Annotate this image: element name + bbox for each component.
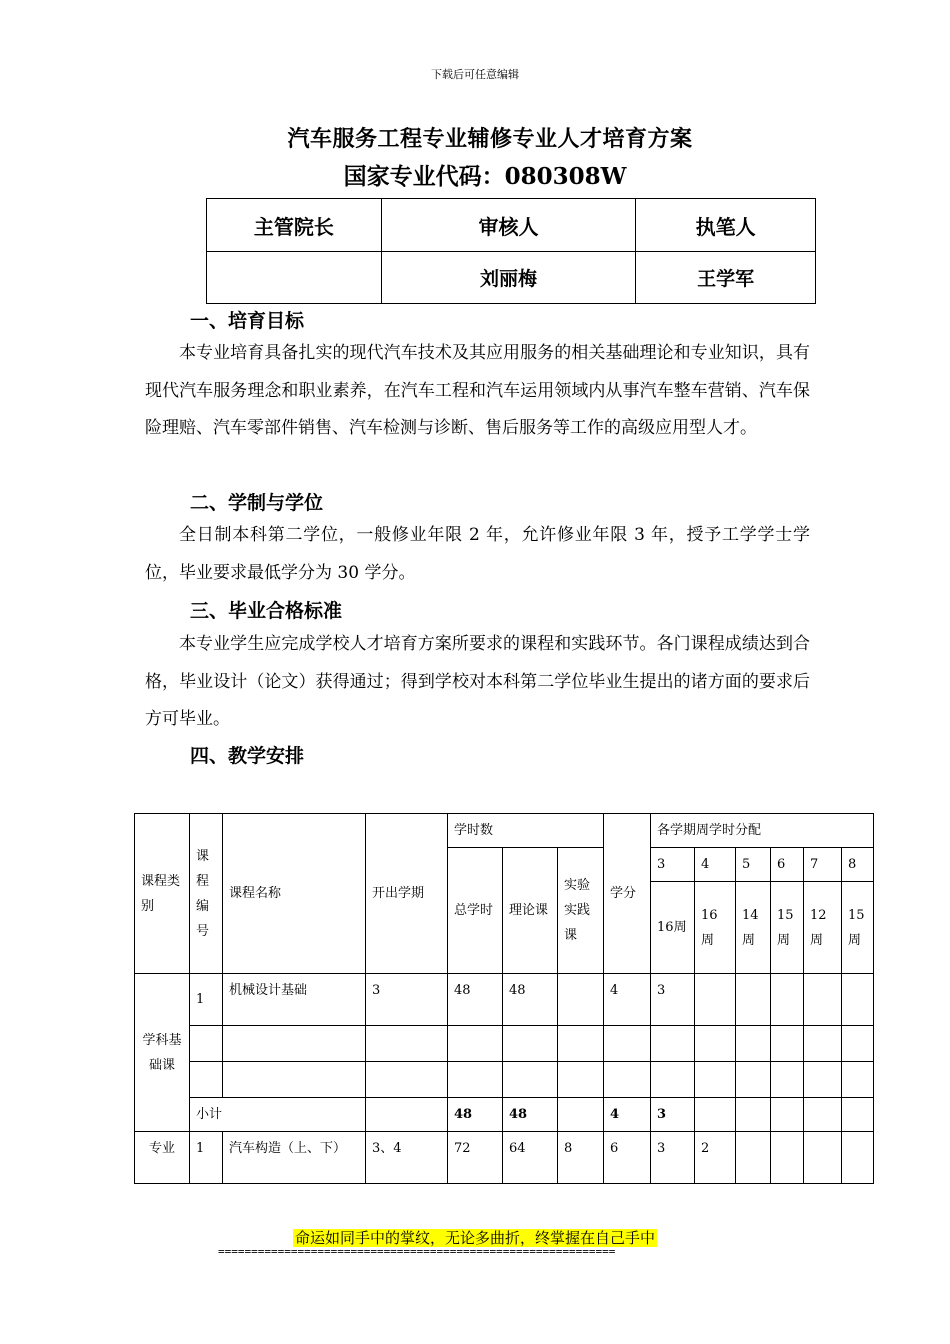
subtotal-label: 小计	[190, 1098, 366, 1132]
sign-header-dean: 主管院长	[207, 199, 382, 252]
row1-total: 48	[448, 974, 503, 1026]
section-body-2: 全日制本科第二学位，一般修业年限 2 年，允许修业年限 3 年，授予工学学士学位，毕业要求最低学分为 30 学分。	[145, 525, 810, 583]
page-title: 汽车服务工程专业辅修专业人才培育方案	[287, 126, 693, 152]
row1-name: 机械设计基础	[223, 974, 366, 1026]
row2-term: 3、4	[366, 1132, 448, 1184]
semester-3: 3	[651, 848, 695, 882]
semester-4: 4	[695, 848, 736, 882]
teaching-plan-table	[134, 813, 874, 1184]
sign-header-writer: 执笔人	[636, 199, 816, 252]
section-body-1: 本专业培育具备扎实的现代汽车技术及其应用服务的相关基础理论和专业知识，具有现代汽车服务理念和职业素养，在汽车工程和汽车运用领域内从事汽车整车营销、汽车保险理赔、汽车零部件销售、汽车检测与诊断、售后服务等工作的高级应用型人才。	[145, 343, 810, 438]
page-subtitle: 国家专业代码：080308W	[343, 163, 627, 190]
col-total-header: 总学时	[448, 848, 503, 974]
section-body-3: 本专业学生应完成学校人才培育方案所要求的课程和实践环节。各门课程成绩达到合格，毕业设计（论文）获得通过；得到学校对本科第二学位毕业生提出的诸方面的要求后方可毕业。	[145, 634, 810, 729]
section-heading-1: 一、培育目标	[190, 310, 305, 332]
section-heading-3: 三、毕业合格标准	[190, 600, 343, 622]
row2-code: 1	[190, 1132, 223, 1184]
row1-lab	[558, 974, 604, 1026]
row2-s4: 2	[695, 1132, 736, 1184]
group-category-basic: 学科基础课	[135, 974, 190, 1132]
section-heading-2: 二、学制与学位	[190, 492, 324, 514]
col-term-header: 开出学期	[366, 814, 448, 974]
weeks-8: 15周	[842, 882, 874, 974]
group-category-major: 专业	[135, 1132, 190, 1184]
row1-credit: 4	[604, 974, 651, 1026]
subtotal-theory: 48	[503, 1098, 558, 1132]
weeks-4: 16周	[695, 882, 736, 974]
col-category-header: 课程类别	[135, 814, 190, 974]
sign-value-writer: 王学军	[636, 252, 816, 304]
col-dist-group-header: 各学期周学时分配	[651, 814, 874, 848]
row2-total: 72	[448, 1132, 503, 1184]
row1-s3: 3	[651, 974, 695, 1026]
section-heading-4: 四、教学安排	[190, 745, 305, 767]
row2-name: 汽车构造（上、下）	[223, 1132, 366, 1184]
col-lab-header: 实验实践课	[558, 848, 604, 974]
sign-value-reviewer: 刘丽梅	[381, 252, 636, 304]
row2-credit: 6	[604, 1132, 651, 1184]
footer-quote: 命运如同手中的掌纹，无论多曲折，终掌握在自己手中	[294, 1229, 655, 1247]
row2-lab: 8	[558, 1132, 604, 1184]
weeks-3: 16周	[651, 882, 695, 974]
semester-5: 5	[736, 848, 771, 882]
sign-table	[206, 198, 816, 304]
sign-value-dean	[207, 252, 382, 304]
semester-7: 7	[804, 848, 842, 882]
weeks-7: 12周	[804, 882, 842, 974]
col-code-header: 课程编号	[190, 814, 223, 974]
row2-s3: 3	[651, 1132, 695, 1184]
subtotal-s3: 3	[651, 1098, 695, 1132]
weeks-6: 15周	[771, 882, 804, 974]
sign-header-reviewer: 审核人	[381, 199, 636, 252]
col-hours-group-header: 学时数	[448, 814, 604, 848]
footer-rule: ============================================================	[218, 1245, 616, 1258]
col-theory-header: 理论课	[503, 848, 558, 974]
subtotal-total: 48	[448, 1098, 503, 1132]
row1-term: 3	[366, 974, 448, 1026]
subtotal-credit: 4	[604, 1098, 651, 1132]
row1-theory: 48	[503, 974, 558, 1026]
semester-8: 8	[842, 848, 874, 882]
row2-theory: 64	[503, 1132, 558, 1184]
header-note: 下载后可任意编辑	[431, 68, 519, 81]
row1-code: 1	[190, 974, 223, 1026]
col-name-header: 课程名称	[223, 814, 366, 974]
col-credit-header: 学分	[604, 814, 651, 974]
semester-6: 6	[771, 848, 804, 882]
weeks-5: 14周	[736, 882, 771, 974]
